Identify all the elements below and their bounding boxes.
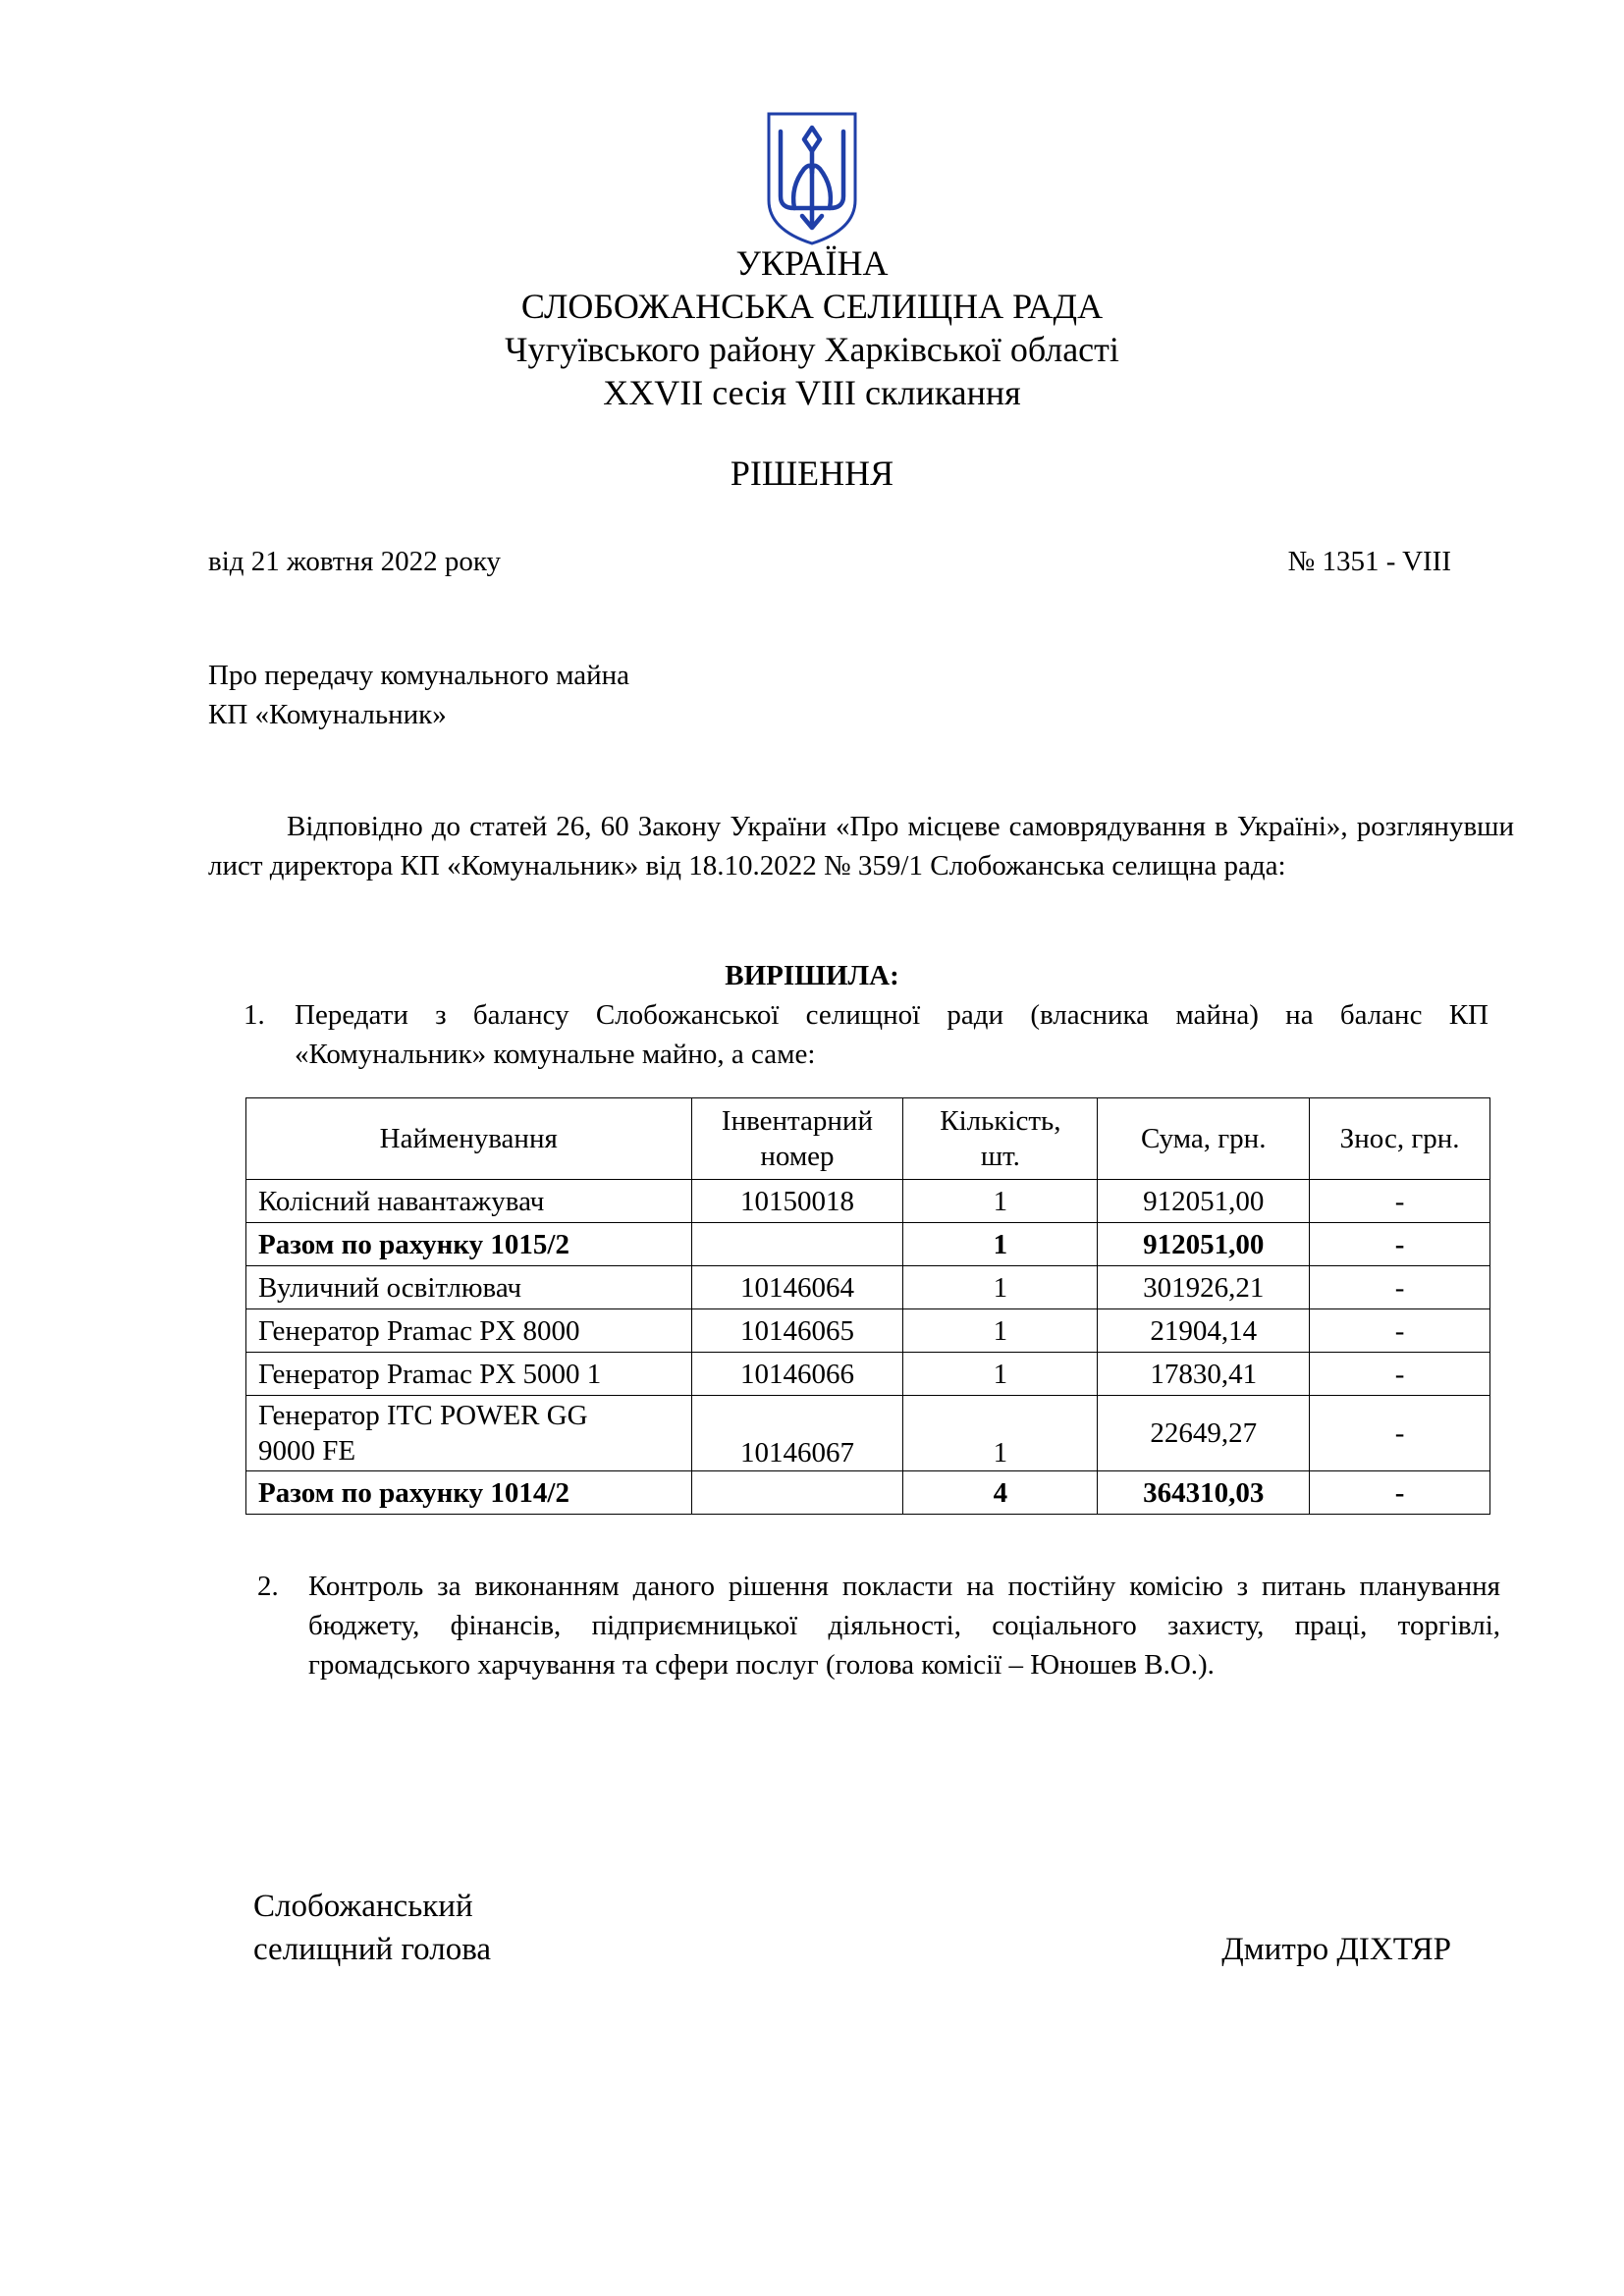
cell-name: Разом по рахунку 1014/2	[246, 1471, 692, 1515]
cell-inventory: 10150018	[691, 1180, 903, 1223]
cell-sum: 912051,00	[1098, 1180, 1310, 1223]
signatory-name: Дмитро ДІХТЯР	[1221, 1932, 1451, 1967]
col-header-quantity: Кількість, шт.	[903, 1098, 1098, 1180]
assets-table	[245, 1097, 1490, 1515]
subject-line-1: Про передачу комунального майна	[208, 660, 630, 691]
cell-inventory	[691, 1223, 903, 1266]
cell-sum: 364310,03	[1098, 1471, 1310, 1515]
list-item	[244, 995, 1489, 1076]
subject-line-2: КП «Комунальник»	[208, 699, 447, 730]
cell-sum: 17830,41	[1098, 1353, 1310, 1396]
header-session: XXVII сесія VIII скликання	[603, 373, 1021, 412]
cell-sum: 22649,27	[1098, 1396, 1310, 1471]
signatory-title-line-2: селищний голова	[253, 1932, 492, 1967]
item-number: 1.	[244, 999, 265, 1031]
cell-wear: -	[1310, 1180, 1490, 1223]
document-type-title: РІШЕННЯ	[730, 454, 894, 493]
cell-name: Генератор Pramac PX 8000	[246, 1309, 692, 1353]
cell-quantity: 1	[903, 1353, 1098, 1396]
cell-wear: -	[1310, 1266, 1490, 1309]
cell-inventory: 10146065	[691, 1309, 903, 1353]
cell-inventory: 10146064	[691, 1266, 903, 1309]
table-row	[246, 1180, 1490, 1223]
trident-emblem-icon	[765, 110, 859, 247]
cell-quantity: 1	[903, 1309, 1098, 1353]
cell-quantity: 1	[903, 1266, 1098, 1309]
item-text: Контроль за виконанням даного рішення покласти на постійну комісію з питань планування бюджету, фінансів, підприємницької діяльності, соціального захисту, праці, торгівлі, громадського харчування та сфери послуг (голова комісії – Юношев В.О.).	[308, 1571, 1500, 1681]
header-country: УКРАЇНА	[735, 243, 889, 283]
cell-quantity: 1	[903, 1396, 1098, 1471]
cell-wear: -	[1310, 1353, 1490, 1396]
table-header-row	[246, 1098, 1490, 1180]
cell-name: Вуличний освітлювач	[246, 1266, 692, 1309]
cell-inventory: 10146066	[691, 1353, 903, 1396]
item-text: Передати з балансу Слобожанської селищної ради (власника майна) на баланс КП «Комунальник» комунальне майно, а саме:	[295, 999, 1489, 1070]
cell-name: Генератор Pramac PX 5000 1	[246, 1353, 692, 1396]
cell-inventory: 10146067	[691, 1396, 903, 1471]
cell-sum: 912051,00	[1098, 1223, 1310, 1266]
cell-quantity: 1	[903, 1223, 1098, 1266]
list-item	[257, 1567, 1500, 1724]
resolved-heading: ВИРІШИЛА:	[725, 960, 899, 991]
cell-name: Колісний навантажувач	[246, 1180, 692, 1223]
cell-sum: 301926,21	[1098, 1266, 1310, 1309]
item-number: 2.	[257, 1571, 279, 1602]
cell-wear: -	[1310, 1471, 1490, 1515]
preamble-text: Відповідно до статей 26, 60 Закону України «Про місцеве самоврядування в Україні», розглянувши лист директора КП «Комунальник» від 18.10.2022 № 359/1 Слобожанська селищна рада:	[208, 811, 1514, 881]
cell-name: Разом по рахунку 1015/2	[246, 1223, 692, 1266]
signatory-title-line-1: Слобожанський	[253, 1889, 473, 1924]
col-header-inventory: Інвентарний номер	[691, 1098, 903, 1180]
table-row	[246, 1396, 1490, 1471]
cell-wear: -	[1310, 1223, 1490, 1266]
cell-quantity: 1	[903, 1180, 1098, 1223]
col-header-wear: Знос, грн.	[1310, 1098, 1490, 1180]
table-total-row	[246, 1223, 1490, 1266]
table-total-row	[246, 1471, 1490, 1515]
cell-wear: -	[1310, 1396, 1490, 1471]
decision-number: № 1351 - VIII	[1287, 546, 1451, 577]
table-row	[246, 1353, 1490, 1396]
table-row	[246, 1309, 1490, 1353]
cell-wear: -	[1310, 1309, 1490, 1353]
cell-quantity: 4	[903, 1471, 1098, 1515]
preamble-paragraph	[208, 807, 1514, 885]
header-council: СЛОБОЖАНСЬКА СЕЛИЩНА РАДА	[520, 287, 1104, 326]
col-header-name: Найменування	[246, 1098, 692, 1180]
col-header-sum: Сума, грн.	[1098, 1098, 1310, 1180]
decision-date: від 21 жовтня 2022 року	[208, 546, 502, 577]
header-district: Чугуївського району Харківської області	[505, 330, 1119, 369]
cell-inventory	[691, 1471, 903, 1515]
table-row	[246, 1266, 1490, 1309]
cell-sum: 21904,14	[1098, 1309, 1310, 1353]
cell-name: Генератор ITC POWER GG 9000 FE	[246, 1396, 692, 1471]
